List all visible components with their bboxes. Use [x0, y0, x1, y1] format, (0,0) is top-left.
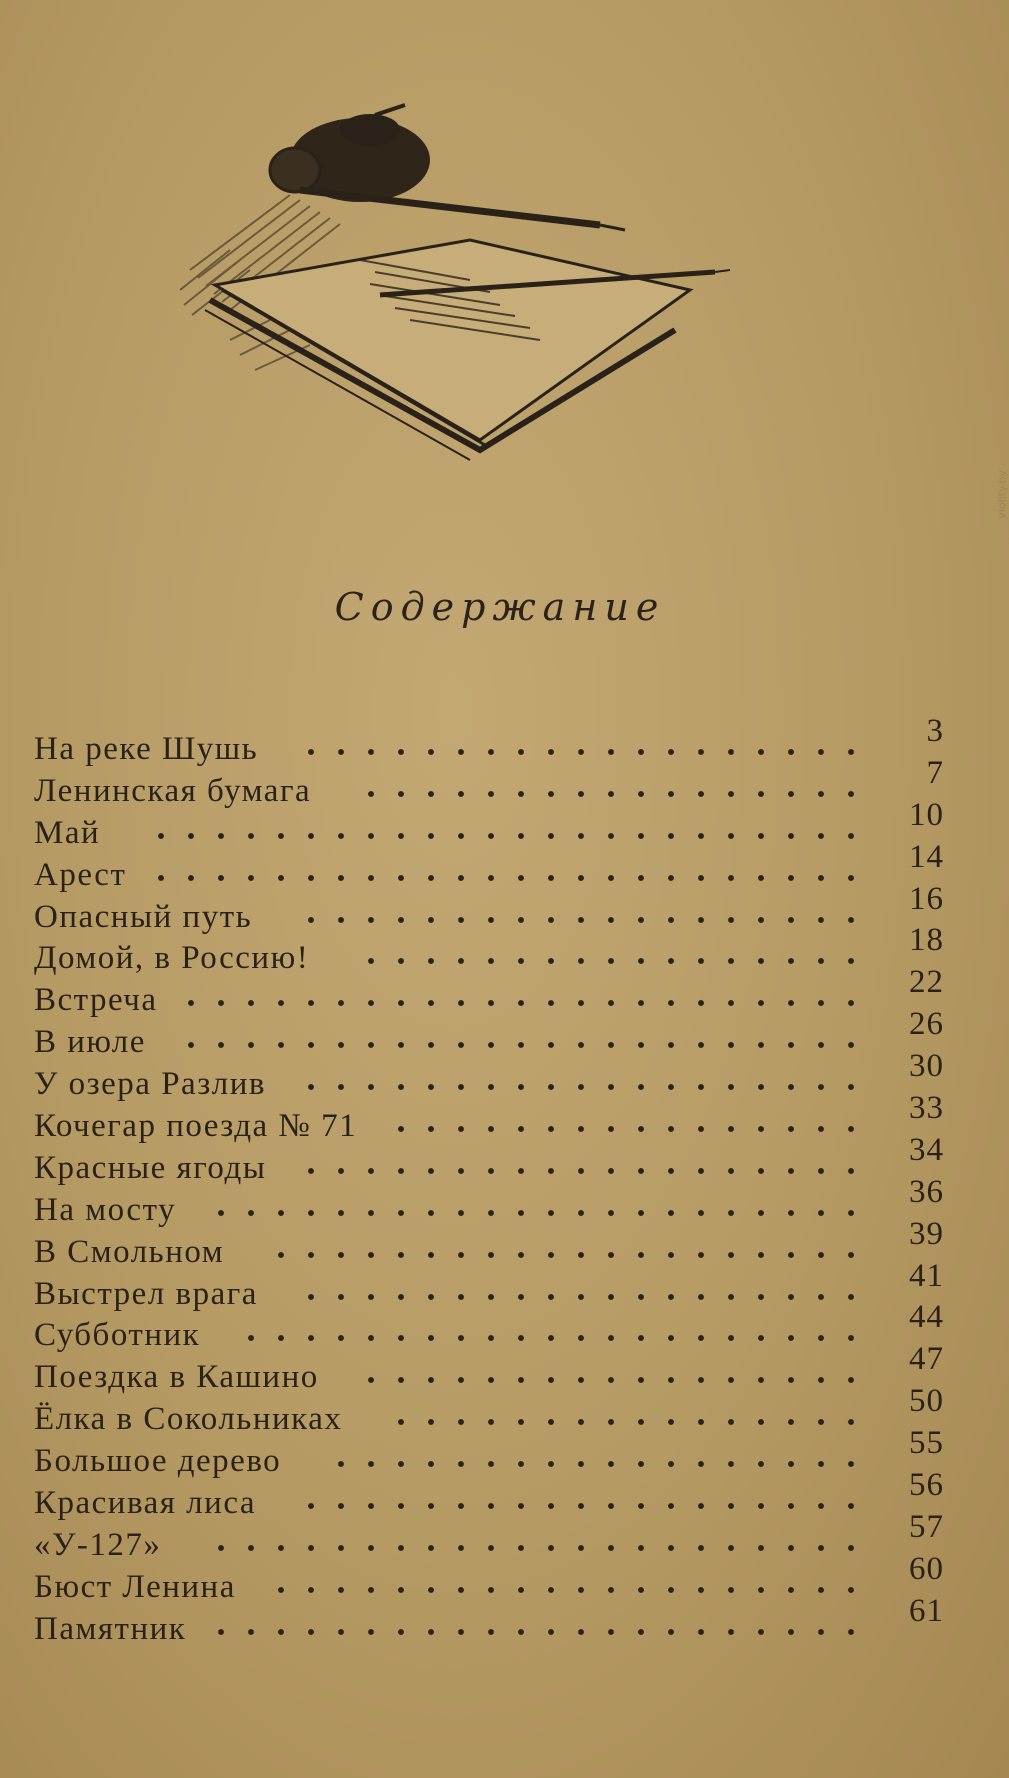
- dot-leader: [296, 1494, 866, 1518]
- toc-entry: [34, 838, 944, 896]
- toc-entry: [34, 1425, 944, 1482]
- dot-leader: [296, 740, 866, 764]
- toc-entry: [34, 1550, 944, 1608]
- dot-leader: [356, 949, 866, 973]
- toc-entry-page-number: 14: [909, 838, 944, 875]
- toc-entry: [34, 1592, 944, 1650]
- toc-entry: [34, 796, 944, 854]
- toc-entry-page-number: 50: [909, 1383, 944, 1420]
- toc-entry-page-number: 36: [909, 1173, 944, 1210]
- toc-entry-page-number: 22: [909, 964, 944, 1001]
- toc-entry-title: Красные ягоды: [34, 1149, 267, 1186]
- dot-leader: [206, 1536, 866, 1560]
- dot-leader: [266, 1243, 866, 1267]
- dot-leader: [206, 1620, 866, 1644]
- toc-entry-title: Бюст Ленина: [34, 1568, 236, 1605]
- toc-entry: [34, 964, 944, 1021]
- toc-entry-title: Опасный путь: [34, 898, 253, 935]
- toc-entry: [34, 1006, 944, 1063]
- illustration-papers-and-pen: [170, 100, 820, 460]
- dot-leader: [206, 1201, 866, 1225]
- toc-entry: [34, 1131, 944, 1189]
- toc-entry-title: На мосту: [34, 1191, 177, 1228]
- toc-entry: [34, 1299, 944, 1356]
- toc-entry-title: В Смольном: [34, 1233, 225, 1270]
- toc-entry-title: Красивая лиса: [34, 1485, 257, 1522]
- dot-leader: [146, 866, 866, 890]
- toc-entry-title: Кочегар поезда № 71: [34, 1108, 358, 1145]
- toc-entry-page-number: 61: [909, 1592, 944, 1629]
- toc-entry-title: Выстрел врага: [34, 1275, 258, 1312]
- toc-entry-page-number: 18: [909, 922, 944, 959]
- toc-entry-title: Арест: [34, 856, 127, 893]
- toc-entry-title: Поездка в Кашино: [34, 1359, 319, 1396]
- toc-entry: [34, 1383, 944, 1440]
- watermark: violity.by: [996, 470, 1009, 519]
- toc-entry: [34, 713, 944, 770]
- toc-entry-title: Домой, в Россию!: [34, 940, 310, 977]
- dot-leader: [236, 1326, 866, 1350]
- toc-entry-title: Встреча: [34, 982, 158, 1019]
- dot-leader: [296, 1075, 866, 1099]
- toc-entry-title: У озера Разлив: [34, 1066, 266, 1103]
- toc-entry: [34, 1173, 944, 1231]
- toc-entry-page-number: 7: [926, 754, 944, 791]
- toc-entry-title: Памятник: [34, 1610, 187, 1647]
- toc-entry: [34, 1215, 944, 1273]
- toc-entry: [34, 1341, 944, 1398]
- toc-entry-page-number: 47: [909, 1341, 944, 1378]
- dot-leader: [296, 1285, 866, 1309]
- toc-entry-page-number: 55: [909, 1425, 944, 1462]
- toc-entry: [34, 922, 944, 979]
- toc-entry-page-number: 57: [909, 1508, 944, 1545]
- toc-entry: [34, 1508, 944, 1566]
- toc-entry-page-number: 56: [909, 1467, 944, 1504]
- toc-entry-title: Субботник: [34, 1317, 201, 1354]
- dot-leader: [356, 1368, 866, 1392]
- toc-entry-page-number: 39: [909, 1215, 944, 1252]
- dot-leader: [146, 824, 866, 848]
- toc-entry-page-number: 60: [909, 1550, 944, 1587]
- table-of-contents: [34, 713, 944, 1650]
- dot-leader: [176, 1033, 866, 1057]
- dot-leader: [356, 782, 866, 806]
- toc-entry-page-number: 33: [909, 1090, 944, 1127]
- toc-entry: [34, 754, 944, 812]
- toc-entry-page-number: 44: [909, 1299, 944, 1336]
- toc-heading: Содержание: [334, 585, 666, 629]
- dot-leader: [326, 1452, 866, 1476]
- dot-leader: [296, 1159, 866, 1183]
- toc-entry: [34, 1090, 944, 1147]
- toc-entry-page-number: 30: [909, 1048, 944, 1085]
- dot-leader: [386, 1117, 866, 1141]
- toc-entry-page-number: 3: [926, 713, 944, 749]
- toc-entry-page-number: 10: [909, 796, 944, 833]
- toc-entry: [34, 1257, 944, 1315]
- dot-leader: [386, 1410, 866, 1434]
- toc-entry: [34, 1467, 944, 1524]
- toc-entry: [34, 1048, 944, 1105]
- toc-entry-title: В июле: [34, 1024, 146, 1061]
- toc-entry-title: Ленинская бумага: [34, 772, 312, 809]
- toc-entry-page-number: 34: [909, 1131, 944, 1168]
- toc-entry-page-number: 41: [909, 1257, 944, 1294]
- dot-leader: [176, 991, 866, 1015]
- toc-entry: [34, 880, 944, 938]
- toc-entry-title: Май: [34, 814, 101, 851]
- toc-entry-page-number: 26: [909, 1006, 944, 1043]
- dot-leader: [266, 1578, 866, 1602]
- toc-entry-title: Ёлка в Сокольниках: [34, 1401, 343, 1438]
- toc-entry-page-number: 16: [909, 880, 944, 917]
- toc-entry-title: Большое дерево: [34, 1443, 282, 1480]
- toc-entry-title: На реке Шушь: [34, 731, 259, 767]
- toc-entry-title: «У-127»: [34, 1526, 162, 1563]
- dot-leader: [296, 908, 866, 932]
